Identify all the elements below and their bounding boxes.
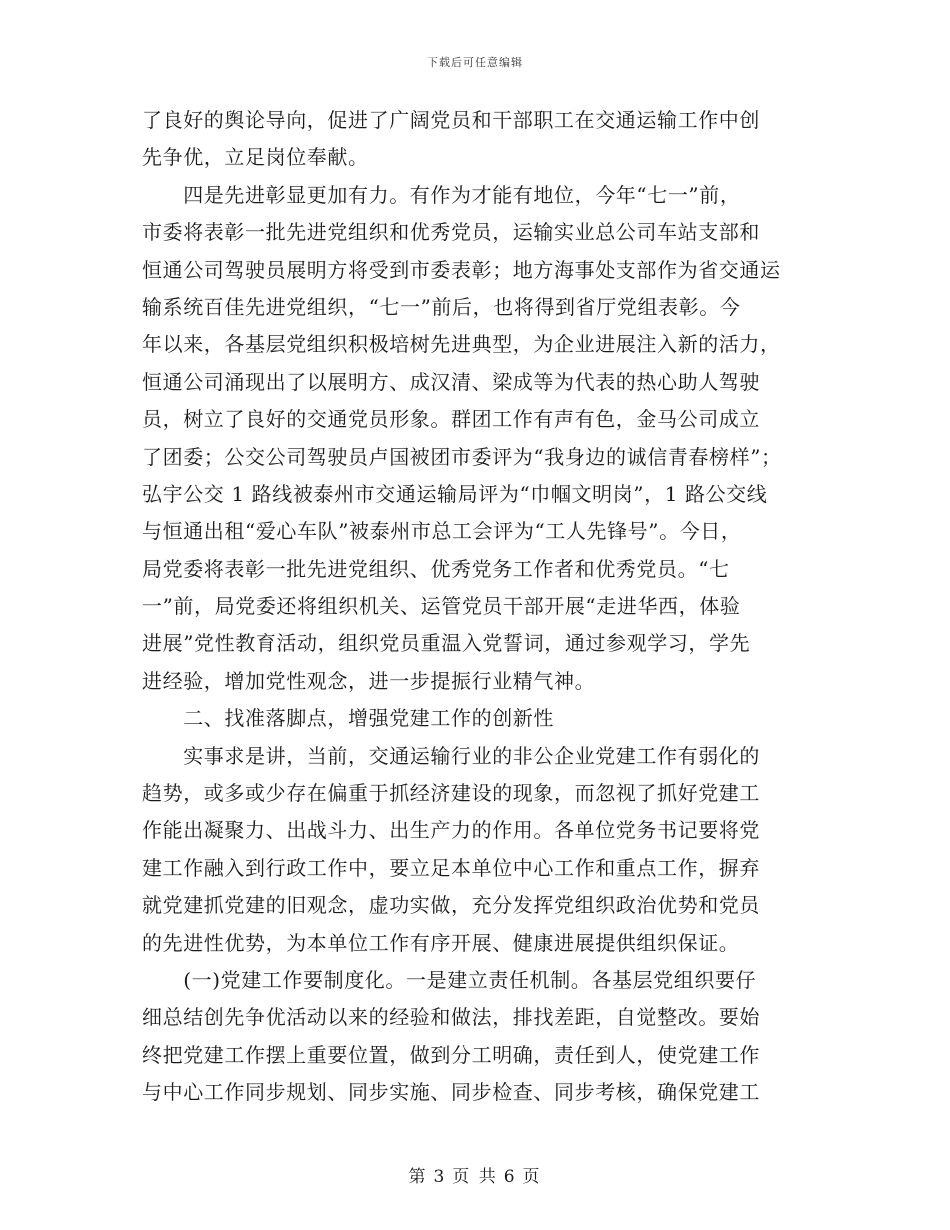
text-line: 终把党建工作摆上重要位置，做到分工明确，责任到人，使党建工作	[142, 1042, 760, 1067]
text-line: 恒通公司涌现出了以展明方、成汉清、梁成等为代表的热心助人驾驶	[142, 369, 760, 394]
text-line: 弘宇公交 1 路线被泰州市交通运输局评为“巾帼文明岗”，1 路公交线	[142, 481, 768, 506]
text-line: 实事求是讲，当前，交通运输行业的非公企业党建工作有弱化的	[142, 743, 760, 768]
text-line: 进经验，增加党性观念，进一步提振行业精气神。	[142, 668, 596, 693]
footer-suffix: 页	[522, 1167, 542, 1187]
current-page-number: 3	[433, 1167, 447, 1187]
text-line: 局党委将表彰一批先进党组织、优秀党务工作者和优秀党员。“七	[142, 556, 730, 581]
text-line: 进展”党性教育活动，组织党员重温入党誓词，通过参观学习，学先	[142, 631, 751, 656]
footer-middle: 页 共	[452, 1167, 498, 1187]
text-line: 的先进性优势，为本单位工作有序开展、健康进展提供组织保证。	[142, 930, 740, 955]
text-line: 市委将表彰一批先进党组织和优秀党员，运输实业总公司车站支部和	[142, 220, 760, 245]
text-line: 了良好的舆论导向，促进了广阔党员和干部职工在交通运输工作中创	[142, 108, 760, 132]
text-line: 年以来，各基层党组织积极培树先进典型，为企业进展注入新的活力，	[142, 332, 781, 357]
text-line: 就党建抓党建的旧观念，虚功实做，充分发挥党组织政治优势和党员	[142, 893, 760, 918]
text-line: 趋势，或多或少存在偏重于抓经济建设的现象，而忽视了抓好党建工	[142, 781, 760, 806]
text-line: 细总结创先争优活动以来的经验和做法，排找差距，自觉整改。要始	[142, 1005, 760, 1030]
footer-prefix: 第	[408, 1167, 428, 1187]
page-header-note: 下载后可任意编辑	[427, 56, 523, 69]
text-line: 一”前，局党委还将组织机关、运管党员干部开展“走进华西，体验	[142, 594, 741, 619]
total-pages-number: 6	[503, 1167, 517, 1187]
text-line: 四是先进彰显更加有力。有作为才能有地位，今年“七一”前，	[142, 182, 741, 207]
text-line: 先争优，立足岗位奉献。	[142, 145, 369, 170]
text-line: 输系统百佳先进党组织，“七一”前后，也将得到省厅党组表彰。今	[142, 294, 741, 319]
text-line: 建工作融入到行政工作中，要立足本单位中心工作和重点工作，摒弃	[142, 855, 760, 880]
document-body	[142, 102, 810, 1112]
text-line: 作能出凝聚力、出战斗力、出生产力的作用。各单位党务书记要将党	[142, 818, 760, 843]
text-line: (一)党建工作要制度化。一是建立责任机制。各基层党组织要仔	[142, 967, 757, 992]
text-line: 恒通公司驾驶员展明方将受到市委表彰；地方海事处支部作为省交通运	[142, 257, 781, 282]
section-heading: 二、找准落脚点，增强党建工作的创新性	[142, 706, 554, 731]
text-line: 与恒通出租“爱心车队”被泰州市总工会评为“工人先锋号”。今日，	[142, 519, 742, 544]
text-line: 与中心工作同步规划、同步实施、同步检查、同步考核，确保党建工	[142, 1080, 760, 1105]
page-number-footer	[0, 1162, 950, 1187]
text-line: 了团委；公交公司驾驶员卢国被团市委评为“我身边的诚信青春榜样”；	[142, 444, 782, 469]
text-line: 员，树立了良好的交通党员形象。群团工作有声有色，金马公司成立	[142, 407, 760, 432]
